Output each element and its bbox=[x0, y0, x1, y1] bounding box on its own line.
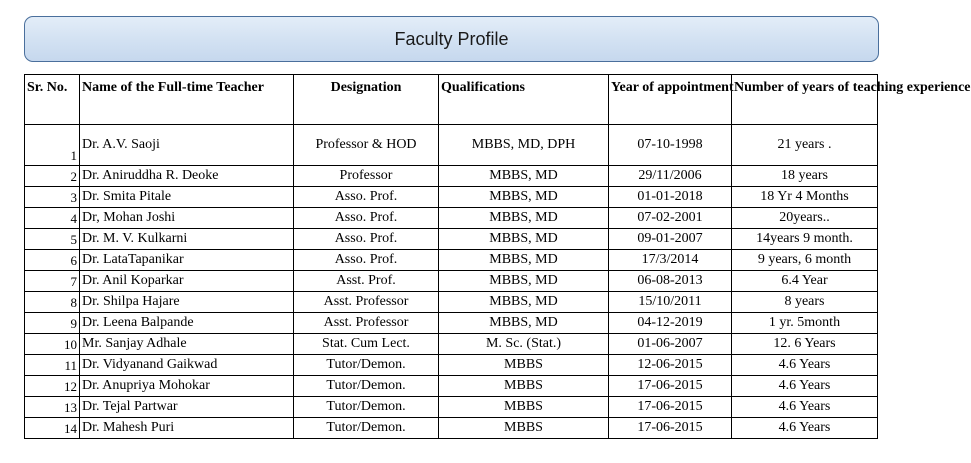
cell-name: Mr. Sanjay Adhale bbox=[80, 334, 294, 355]
cell-name: Dr. Anupriya Mohokar bbox=[80, 376, 294, 397]
cell-sr-no: 11 bbox=[25, 355, 80, 376]
header-sr-no: Sr. No. bbox=[25, 75, 80, 125]
cell-designation: Tutor/Demon. bbox=[294, 397, 439, 418]
table-row bbox=[25, 125, 878, 166]
faculty-table bbox=[24, 74, 971, 439]
cell-teaching-experience: 6.4 Year bbox=[732, 271, 878, 292]
cell-year-of-appointment: 09-01-2007 bbox=[609, 229, 732, 250]
cell-qualifications: MBBS, MD bbox=[439, 187, 609, 208]
page-title: Faculty Profile bbox=[394, 28, 509, 49]
cell-sr-no: 4 bbox=[25, 208, 80, 229]
cell-qualifications: MBBS bbox=[439, 376, 609, 397]
cell-sr-no: 5 bbox=[25, 229, 80, 250]
cell-name: Dr. Aniruddha R. Deoke bbox=[80, 166, 294, 187]
cell-sr-no: 2 bbox=[25, 166, 80, 187]
table-row bbox=[25, 187, 878, 208]
cell-teaching-experience: 21 years . bbox=[732, 125, 878, 166]
cell-name: Dr. Smita Pitale bbox=[80, 187, 294, 208]
cell-qualifications: MBBS, MD bbox=[439, 208, 609, 229]
cell-qualifications: MBBS, MD bbox=[439, 229, 609, 250]
cell-name: Dr. Leena Balpande bbox=[80, 313, 294, 334]
cell-sr-no: 1 bbox=[25, 125, 80, 166]
cell-sr-no: 14 bbox=[25, 418, 80, 439]
cell-designation: Tutor/Demon. bbox=[294, 355, 439, 376]
table-row bbox=[25, 376, 878, 397]
cell-qualifications: MBBS, MD bbox=[439, 313, 609, 334]
table-row bbox=[25, 355, 878, 376]
cell-designation: Asso. Prof. bbox=[294, 250, 439, 271]
cell-designation: Professor bbox=[294, 166, 439, 187]
cell-name: Dr. Anil Koparkar bbox=[80, 271, 294, 292]
cell-year-of-appointment: 15/10/2011 bbox=[609, 292, 732, 313]
cell-name: Dr. Shilpa Hajare bbox=[80, 292, 294, 313]
cell-designation: Asso. Prof. bbox=[294, 187, 439, 208]
cell-name: Dr. Mahesh Puri bbox=[80, 418, 294, 439]
cell-teaching-experience: 9 years, 6 month bbox=[732, 250, 878, 271]
cell-year-of-appointment: 17-06-2015 bbox=[609, 418, 732, 439]
cell-sr-no: 7 bbox=[25, 271, 80, 292]
cell-year-of-appointment: 29/11/2006 bbox=[609, 166, 732, 187]
cell-qualifications: MBBS, MD, DPH bbox=[439, 125, 609, 166]
cell-year-of-appointment: 17/3/2014 bbox=[609, 250, 732, 271]
cell-sr-no: 13 bbox=[25, 397, 80, 418]
cell-teaching-experience: 20years.. bbox=[732, 208, 878, 229]
cell-designation: Tutor/Demon. bbox=[294, 376, 439, 397]
header-year-of-appointment: Year of appointment bbox=[609, 75, 732, 125]
cell-sr-no: 10 bbox=[25, 334, 80, 355]
table-row bbox=[25, 250, 878, 271]
cell-teaching-experience: 18 years bbox=[732, 166, 878, 187]
cell-name: Dr. Tejal Partwar bbox=[80, 397, 294, 418]
cell-name: Dr. M. V. Kulkarni bbox=[80, 229, 294, 250]
cell-designation: Stat. Cum Lect. bbox=[294, 334, 439, 355]
cell-year-of-appointment: 12-06-2015 bbox=[609, 355, 732, 376]
table-row bbox=[25, 397, 878, 418]
header-teaching-experience: Number of years of teaching experience bbox=[732, 75, 878, 125]
cell-name: Dr. A.V. Saoji bbox=[80, 125, 294, 166]
cell-designation: Asst. Prof. bbox=[294, 271, 439, 292]
table-row bbox=[25, 313, 878, 334]
cell-teaching-experience: 8 years bbox=[732, 292, 878, 313]
header-qualifications: Qualifications bbox=[439, 75, 609, 125]
cell-name: Dr. Vidyanand Gaikwad bbox=[80, 355, 294, 376]
cell-teaching-experience: 12. 6 Years bbox=[732, 334, 878, 355]
cell-teaching-experience: 1 yr. 5month bbox=[732, 313, 878, 334]
cell-name: Dr. LataTapanikar bbox=[80, 250, 294, 271]
cell-designation: Asst. Professor bbox=[294, 313, 439, 334]
title-banner bbox=[24, 16, 879, 62]
cell-designation: Asso. Prof. bbox=[294, 229, 439, 250]
cell-teaching-experience: 4.6 Years bbox=[732, 355, 878, 376]
header-name: Name of the Full-time Teacher bbox=[80, 75, 294, 125]
cell-sr-no: 12 bbox=[25, 376, 80, 397]
cell-designation: Tutor/Demon. bbox=[294, 418, 439, 439]
cell-qualifications: MBBS bbox=[439, 397, 609, 418]
table-header-row bbox=[25, 75, 878, 125]
cell-year-of-appointment: 06-08-2013 bbox=[609, 271, 732, 292]
cell-qualifications: MBBS, MD bbox=[439, 292, 609, 313]
table-row bbox=[25, 334, 878, 355]
table-row bbox=[25, 292, 878, 313]
cell-qualifications: M. Sc. (Stat.) bbox=[439, 334, 609, 355]
table-row bbox=[25, 208, 878, 229]
cell-qualifications: MBBS, MD bbox=[439, 271, 609, 292]
cell-year-of-appointment: 01-06-2007 bbox=[609, 334, 732, 355]
cell-sr-no: 9 bbox=[25, 313, 80, 334]
cell-name: Dr, Mohan Joshi bbox=[80, 208, 294, 229]
cell-qualifications: MBBS, MD bbox=[439, 250, 609, 271]
cell-year-of-appointment: 07-02-2001 bbox=[609, 208, 732, 229]
cell-qualifications: MBBS bbox=[439, 355, 609, 376]
cell-teaching-experience: 18 Yr 4 Months bbox=[732, 187, 878, 208]
table-row bbox=[25, 229, 878, 250]
cell-teaching-experience: 14years 9 month. bbox=[732, 229, 878, 250]
cell-qualifications: MBBS, MD bbox=[439, 166, 609, 187]
cell-teaching-experience: 4.6 Years bbox=[732, 397, 878, 418]
cell-sr-no: 3 bbox=[25, 187, 80, 208]
cell-year-of-appointment: 07-10-1998 bbox=[609, 125, 732, 166]
cell-sr-no: 6 bbox=[25, 250, 80, 271]
cell-qualifications: MBBS bbox=[439, 418, 609, 439]
cell-year-of-appointment: 01-01-2018 bbox=[609, 187, 732, 208]
cell-designation: Asst. Professor bbox=[294, 292, 439, 313]
cell-designation: Professor & HOD bbox=[294, 125, 439, 166]
table-row bbox=[25, 418, 878, 439]
cell-teaching-experience: 4.6 Years bbox=[732, 418, 878, 439]
cell-teaching-experience: 4.6 Years bbox=[732, 376, 878, 397]
cell-year-of-appointment: 04-12-2019 bbox=[609, 313, 732, 334]
table-row bbox=[25, 166, 878, 187]
header-designation: Designation bbox=[294, 75, 439, 125]
table-row bbox=[25, 271, 878, 292]
cell-year-of-appointment: 17-06-2015 bbox=[609, 397, 732, 418]
cell-sr-no: 8 bbox=[25, 292, 80, 313]
cell-year-of-appointment: 17-06-2015 bbox=[609, 376, 732, 397]
cell-designation: Asso. Prof. bbox=[294, 208, 439, 229]
